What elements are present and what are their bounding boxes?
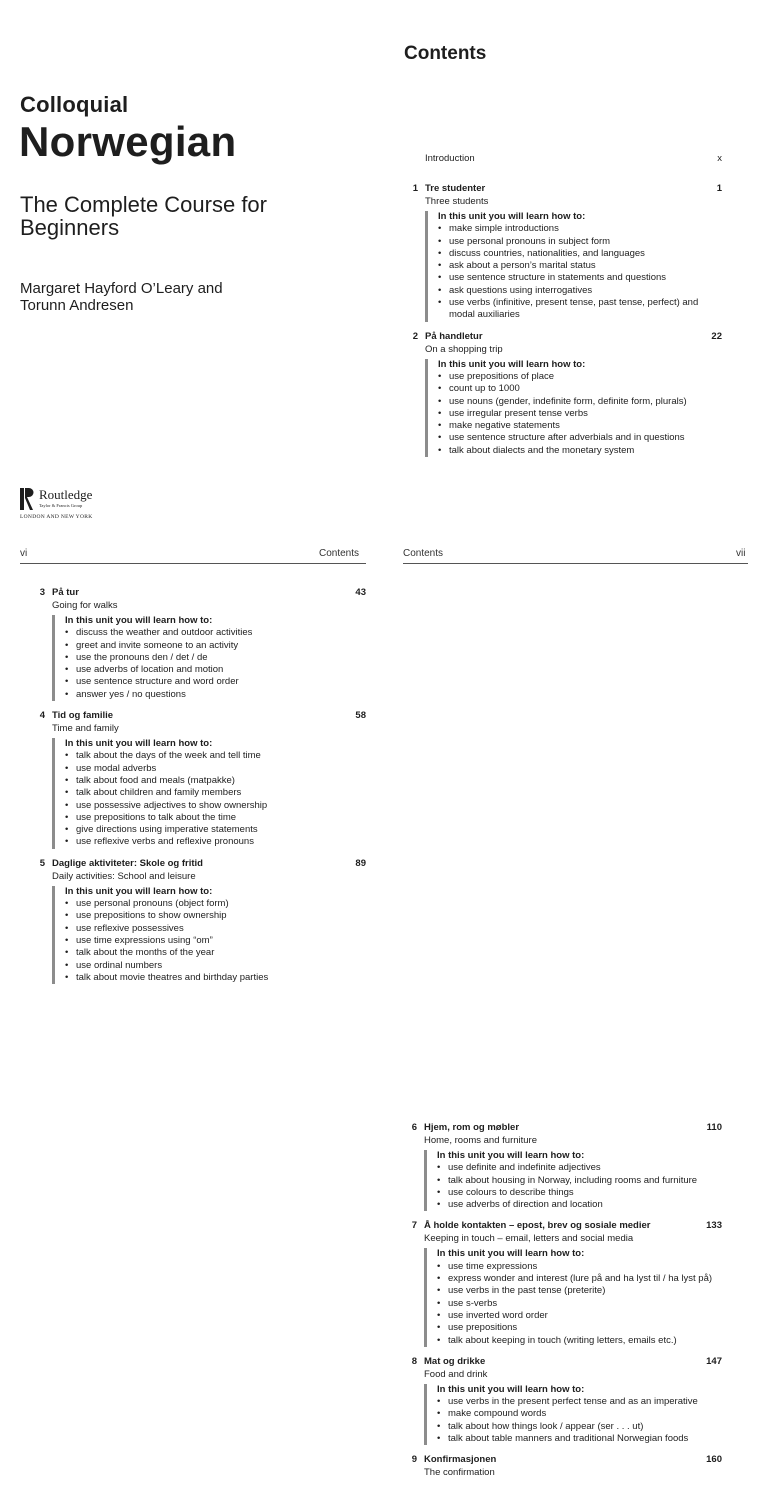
bullet-icon: • — [437, 1199, 441, 1211]
toc-entry-header — [403, 1454, 722, 1467]
unit-number: 7 — [411, 1220, 417, 1232]
toc-entry[interactable] — [403, 1356, 722, 1445]
toc-entry[interactable] — [403, 1220, 722, 1346]
bullet-icon: • — [438, 444, 442, 456]
objectives-list — [65, 750, 366, 848]
objective-item — [65, 812, 366, 824]
bullet-icon: • — [438, 247, 442, 259]
learning-objectives-box — [52, 738, 366, 849]
objective-text: use prepositions — [448, 1322, 518, 1334]
bullet-icon: • — [65, 639, 69, 651]
title-page — [0, 0, 384, 535]
bullet-icon: • — [437, 1162, 441, 1174]
bullet-icon: • — [437, 1297, 441, 1309]
objective-text: talk about how things look / appear (ser . . . ut) — [448, 1420, 644, 1432]
objective-item — [65, 689, 366, 701]
unit-subtitle: Time and family — [52, 723, 119, 735]
objective-item — [437, 1285, 722, 1297]
toc-entry[interactable] — [31, 710, 366, 849]
running-header-right: Contents — [403, 548, 444, 559]
objective-text: count up to 1000 — [449, 383, 520, 395]
objective-text: use inverted word order — [448, 1309, 548, 1321]
bullet-icon: • — [437, 1420, 441, 1432]
unit-title[interactable]: På handletur — [425, 330, 483, 342]
objective-text: use reflexive verbs and reflexive pronouns — [76, 836, 254, 848]
objective-text: ask about a person’s marital status — [449, 260, 596, 272]
bullet-icon: • — [438, 432, 442, 444]
toc-entry-header — [31, 587, 366, 600]
objective-text: discuss the weather and outdoor activities — [76, 627, 253, 639]
objective-item — [437, 1408, 722, 1420]
objective-text: talk about table manners and traditional Norwegian foods — [448, 1433, 689, 1445]
objective-item — [65, 935, 366, 947]
objective-text: use personal pronouns (object form) — [76, 898, 229, 910]
learning-objectives-box — [52, 615, 366, 701]
bullet-icon: • — [438, 284, 442, 296]
book-title: Norwegian — [19, 118, 237, 165]
toc-entry[interactable] — [403, 1454, 722, 1480]
objective-item — [65, 787, 366, 799]
toc-entry[interactable] — [403, 1122, 722, 1211]
unit-subtitle: Food and drink — [424, 1368, 488, 1380]
objective-text: use sentence structure and word order — [76, 676, 239, 688]
objective-text: use verbs in the past tense (preterite) — [448, 1285, 606, 1297]
objectives-list — [65, 898, 366, 984]
authors — [20, 280, 340, 314]
objectives-lead: In this unit you will learn how to: — [437, 1248, 585, 1260]
unit-title[interactable]: Hjem, rom og møbler — [424, 1122, 520, 1133]
objective-text: use prepositions to show ownership — [76, 910, 227, 922]
objective-text: talk about the months of the year — [76, 947, 215, 959]
objective-item — [437, 1335, 722, 1347]
objective-item — [437, 1162, 722, 1174]
objective-text: use nouns (gender, indefinite form, definite form, plurals) — [449, 395, 687, 407]
bullet-icon: • — [437, 1334, 441, 1346]
objective-item — [438, 297, 722, 322]
bullet-icon: • — [437, 1433, 441, 1445]
toc-entry[interactable] — [31, 858, 366, 984]
unit-title[interactable]: Daglige aktiviteter: Skole og fritid — [52, 857, 203, 869]
toc-list-vii — [403, 1122, 722, 1489]
learning-objectives-box — [424, 1150, 722, 1211]
book-subtitle: The Complete Course for Beginners — [20, 192, 267, 240]
bullet-icon: • — [65, 824, 69, 836]
objective-item — [438, 223, 722, 235]
objective-item — [437, 1310, 722, 1322]
toc-list — [404, 153, 722, 466]
objective-item — [65, 910, 366, 922]
objective-item — [437, 1187, 722, 1199]
bullet-icon: • — [65, 910, 69, 922]
objective-text: use ordinal numbers — [76, 959, 163, 971]
contents-page-vii — [384, 535, 768, 1479]
objective-item — [437, 1199, 722, 1211]
bullet-icon: • — [438, 297, 442, 309]
objective-text: use sentence structure in statements and questions — [449, 272, 667, 284]
toc-entry-header — [403, 1122, 722, 1135]
objective-item — [438, 445, 722, 457]
objective-item — [65, 972, 366, 984]
objective-text: use s-verbs — [448, 1297, 498, 1309]
bullet-icon: • — [437, 1186, 441, 1198]
unit-subtitle: Three students — [425, 196, 489, 207]
unit-page-number: 133 — [706, 1220, 722, 1232]
unit-title[interactable]: Mat og drikke — [424, 1355, 486, 1367]
objective-item — [65, 664, 366, 676]
bullet-icon: • — [437, 1396, 441, 1408]
objectives-lead: In this unit you will learn how to: — [65, 885, 213, 897]
objective-item — [65, 824, 366, 836]
objective-item — [65, 836, 366, 848]
objective-text: make simple introductions — [449, 223, 559, 235]
unit-number: 2 — [412, 330, 418, 342]
objectives-lead: In this unit you will learn how to: — [438, 211, 586, 222]
unit-number: 9 — [411, 1454, 417, 1466]
toc-entries — [31, 587, 366, 984]
toc-entry-header — [31, 858, 366, 871]
objective-text: talk about keeping in touch (writing letters, emails etc.) — [448, 1334, 677, 1346]
objective-text: give directions using imperative statements — [76, 824, 258, 836]
introduction-title: Introduction — [425, 153, 475, 164]
objective-item — [65, 676, 366, 688]
bullet-icon: • — [437, 1322, 441, 1334]
page-number-vi: vi — [20, 548, 28, 559]
unit-number: 4 — [39, 710, 45, 722]
bullet-icon: • — [438, 407, 442, 419]
objective-item — [437, 1261, 722, 1273]
unit-number: 3 — [39, 587, 45, 598]
bullet-icon: • — [65, 959, 69, 971]
objective-text: make compound words — [448, 1408, 547, 1420]
bullet-icon: • — [65, 787, 69, 799]
unit-title[interactable]: Konfirmasjonen — [424, 1454, 497, 1466]
objective-item — [438, 260, 722, 272]
unit-page-number: 1 — [716, 183, 722, 194]
bullet-icon: • — [438, 383, 442, 395]
unit-page-number: 43 — [355, 587, 366, 598]
objective-item — [438, 248, 722, 260]
bullet-icon: • — [65, 836, 69, 848]
objective-text: use the pronouns den / det / de — [76, 651, 208, 663]
publisher-tagline: Taylor & Francis Group — [39, 503, 83, 508]
objective-text: use personal pronouns in subject form — [449, 235, 611, 247]
objective-text: discuss countries, nationalities, and languages — [449, 247, 645, 259]
objective-item — [437, 1175, 722, 1187]
publisher-cities: LONDON AND NEW YORK — [20, 514, 93, 520]
unit-page-number: 89 — [355, 857, 366, 869]
bullet-icon: • — [438, 272, 442, 284]
objective-text: use definite and indefinite adjectives — [448, 1162, 601, 1174]
toc-list-vi — [31, 587, 366, 993]
unit-number: 1 — [412, 183, 418, 194]
objective-item — [438, 272, 722, 284]
objective-item — [65, 898, 366, 910]
objective-item — [65, 750, 366, 762]
running-header-left: Contents — [319, 548, 360, 559]
objective-item — [65, 640, 366, 652]
toc-entry-header — [404, 331, 722, 344]
objective-text: talk about movie theatres and birthday parties — [76, 971, 269, 983]
unit-title[interactable]: Tre studenter — [425, 183, 486, 194]
learning-objectives-box — [52, 886, 366, 984]
objective-item — [438, 371, 722, 383]
toc-entry-header — [403, 1356, 722, 1369]
unit-subtitle: On a shopping trip — [425, 343, 503, 355]
objective-item — [437, 1433, 722, 1445]
toc-entry[interactable] — [404, 331, 722, 457]
bullet-icon: • — [65, 971, 69, 983]
objectives-list — [437, 1261, 722, 1347]
objective-text: greet and invite someone to an activity — [76, 639, 239, 651]
contents-page-1 — [384, 0, 768, 535]
objective-text: use adverbs of direction and location — [448, 1199, 603, 1211]
toc-entry-header — [31, 710, 366, 723]
objective-item — [437, 1273, 722, 1285]
unit-page-number: 110 — [706, 1122, 722, 1133]
bullet-icon: • — [437, 1408, 441, 1420]
unit-number: 6 — [411, 1122, 417, 1133]
toc-entries — [404, 183, 722, 457]
objective-item — [437, 1322, 722, 1334]
unit-page-number: 22 — [711, 330, 722, 342]
objective-item — [438, 408, 722, 420]
bullet-icon: • — [437, 1260, 441, 1272]
objectives-lead: In this unit you will learn how to: — [65, 738, 213, 750]
unit-subtitle: Going for walks — [52, 600, 118, 611]
unit-title[interactable]: Tid og familie — [52, 710, 114, 722]
bullet-icon: • — [438, 235, 442, 247]
objective-text: use modal adverbs — [76, 762, 157, 774]
bullet-icon: • — [437, 1273, 441, 1285]
unit-title[interactable]: På tur — [52, 587, 79, 598]
bullet-icon: • — [65, 774, 69, 786]
objectives-list — [438, 371, 722, 457]
objective-text: use irregular present tense verbs — [449, 407, 588, 419]
objective-text: use colours to describe things — [448, 1186, 574, 1198]
objective-item — [65, 652, 366, 664]
bullet-icon: • — [65, 922, 69, 934]
objective-text: use prepositions to talk about the time — [76, 811, 237, 823]
objectives-lead: In this unit you will learn how to: — [437, 1150, 585, 1161]
bullet-icon: • — [65, 664, 69, 676]
objective-text: express wonder and interest (lure på and ha lyst til / ha lyst på) — [448, 1273, 713, 1285]
header-rule-left — [20, 563, 366, 564]
learning-objectives-box — [425, 359, 722, 457]
page-number-vii: vii — [736, 548, 746, 559]
objective-text: talk about housing in Norway, including rooms and furniture — [448, 1174, 698, 1186]
objective-text: talk about food and meals (matpakke) — [76, 774, 235, 786]
objectives-list — [437, 1396, 722, 1445]
objective-item — [438, 420, 722, 432]
learning-objectives-box — [425, 211, 722, 322]
unit-page-number: 160 — [706, 1454, 722, 1466]
objective-item — [438, 285, 722, 297]
objective-text: ask questions using interrogatives — [449, 284, 593, 296]
series-name: Colloquial — [20, 92, 129, 117]
bullet-icon: • — [438, 370, 442, 382]
objectives-list — [438, 223, 722, 321]
bullet-icon: • — [438, 223, 442, 235]
bullet-icon: • — [65, 750, 69, 762]
bullet-icon: • — [437, 1285, 441, 1297]
objective-text: use verbs in the present perfect tense and as an imperative — [448, 1396, 698, 1408]
objective-item — [438, 432, 722, 444]
unit-page-number: 147 — [706, 1355, 722, 1367]
objective-item — [437, 1298, 722, 1310]
bullet-icon: • — [65, 811, 69, 823]
bullet-icon: • — [438, 420, 442, 432]
objective-item — [438, 236, 722, 248]
objective-item — [437, 1421, 722, 1433]
objective-text: talk about children and family members — [76, 787, 242, 799]
objective-item — [65, 960, 366, 972]
objectives-list — [65, 627, 366, 701]
objectives-lead: In this unit you will learn how to: — [65, 615, 213, 626]
unit-subtitle: The confirmation — [424, 1467, 495, 1479]
toc-entry-header — [403, 1220, 722, 1233]
unit-number: 5 — [39, 857, 45, 869]
objective-item — [65, 627, 366, 639]
unit-subtitle: Home, rooms and furniture — [424, 1135, 537, 1146]
objectives-lead: In this unit you will learn how to: — [437, 1383, 585, 1395]
unit-title[interactable]: Å holde kontakten – epost, brev og sosiale medier — [424, 1220, 651, 1232]
authors-line-2: Torunn Andresen — [20, 297, 134, 314]
bullet-icon: • — [65, 934, 69, 946]
objective-text: make negative statements — [449, 420, 560, 432]
objective-item — [65, 763, 366, 775]
bullet-icon: • — [65, 651, 69, 663]
toc-entries — [403, 1122, 722, 1480]
objective-text: use adverbs of location and motion — [76, 664, 224, 676]
objective-text: talk about dialects and the monetary system — [449, 444, 635, 456]
objective-text: use time expressions — [448, 1260, 538, 1272]
toc-introduction[interactable] — [404, 153, 722, 165]
objective-text: use reflexive possessives — [76, 922, 184, 934]
objective-item — [438, 383, 722, 395]
objective-text: use sentence structure after adverbials and in questions — [449, 432, 685, 444]
bullet-icon: • — [65, 688, 69, 700]
bullet-icon: • — [65, 676, 69, 688]
toc-entry-header — [404, 183, 722, 196]
objective-text: use time expressions using “om” — [76, 934, 213, 946]
objective-item — [65, 800, 366, 812]
learning-objectives-box — [424, 1384, 722, 1445]
objective-item — [438, 396, 722, 408]
contents-heading: Contents — [404, 43, 487, 64]
authors-line-1: Margaret Hayford O’Leary and — [20, 280, 223, 297]
bullet-icon: • — [438, 395, 442, 407]
objectives-lead: In this unit you will learn how to: — [438, 358, 586, 370]
toc-entry[interactable] — [31, 587, 366, 701]
bullet-icon: • — [65, 627, 69, 639]
bullet-icon: • — [437, 1174, 441, 1186]
bullet-icon: • — [65, 947, 69, 959]
bullet-icon: • — [65, 799, 69, 811]
bullet-icon: • — [65, 762, 69, 774]
learning-objectives-box — [424, 1248, 722, 1346]
objective-text: use verbs (infinitive, present tense, past tense, perfect) and modal auxiliaries — [449, 297, 699, 321]
objective-item — [65, 775, 366, 787]
objective-text: talk about the days of the week and tell time — [76, 750, 261, 762]
objective-item — [65, 947, 366, 959]
unit-number: 8 — [411, 1355, 417, 1367]
bullet-icon: • — [437, 1309, 441, 1321]
objectives-list — [437, 1162, 722, 1211]
unit-subtitle: Keeping in touch – email, letters and social media — [424, 1233, 634, 1245]
bullet-icon: • — [438, 260, 442, 272]
publisher-name: Routledge — [39, 487, 93, 502]
toc-entry[interactable] — [404, 183, 722, 322]
routledge-r-icon — [20, 488, 34, 510]
unit-page-number: 58 — [355, 710, 366, 722]
unit-subtitle: Daily activities: School and leisure — [52, 870, 196, 882]
objective-item — [437, 1396, 722, 1408]
introduction-page: x — [717, 153, 722, 164]
header-rule-right — [403, 563, 748, 564]
objective-text: answer yes / no questions — [76, 688, 186, 700]
bullet-icon: • — [65, 898, 69, 910]
objective-item — [65, 923, 366, 935]
objective-text: use possessive adjectives to show ownership — [76, 799, 268, 811]
objective-text: use prepositions of place — [449, 370, 555, 382]
